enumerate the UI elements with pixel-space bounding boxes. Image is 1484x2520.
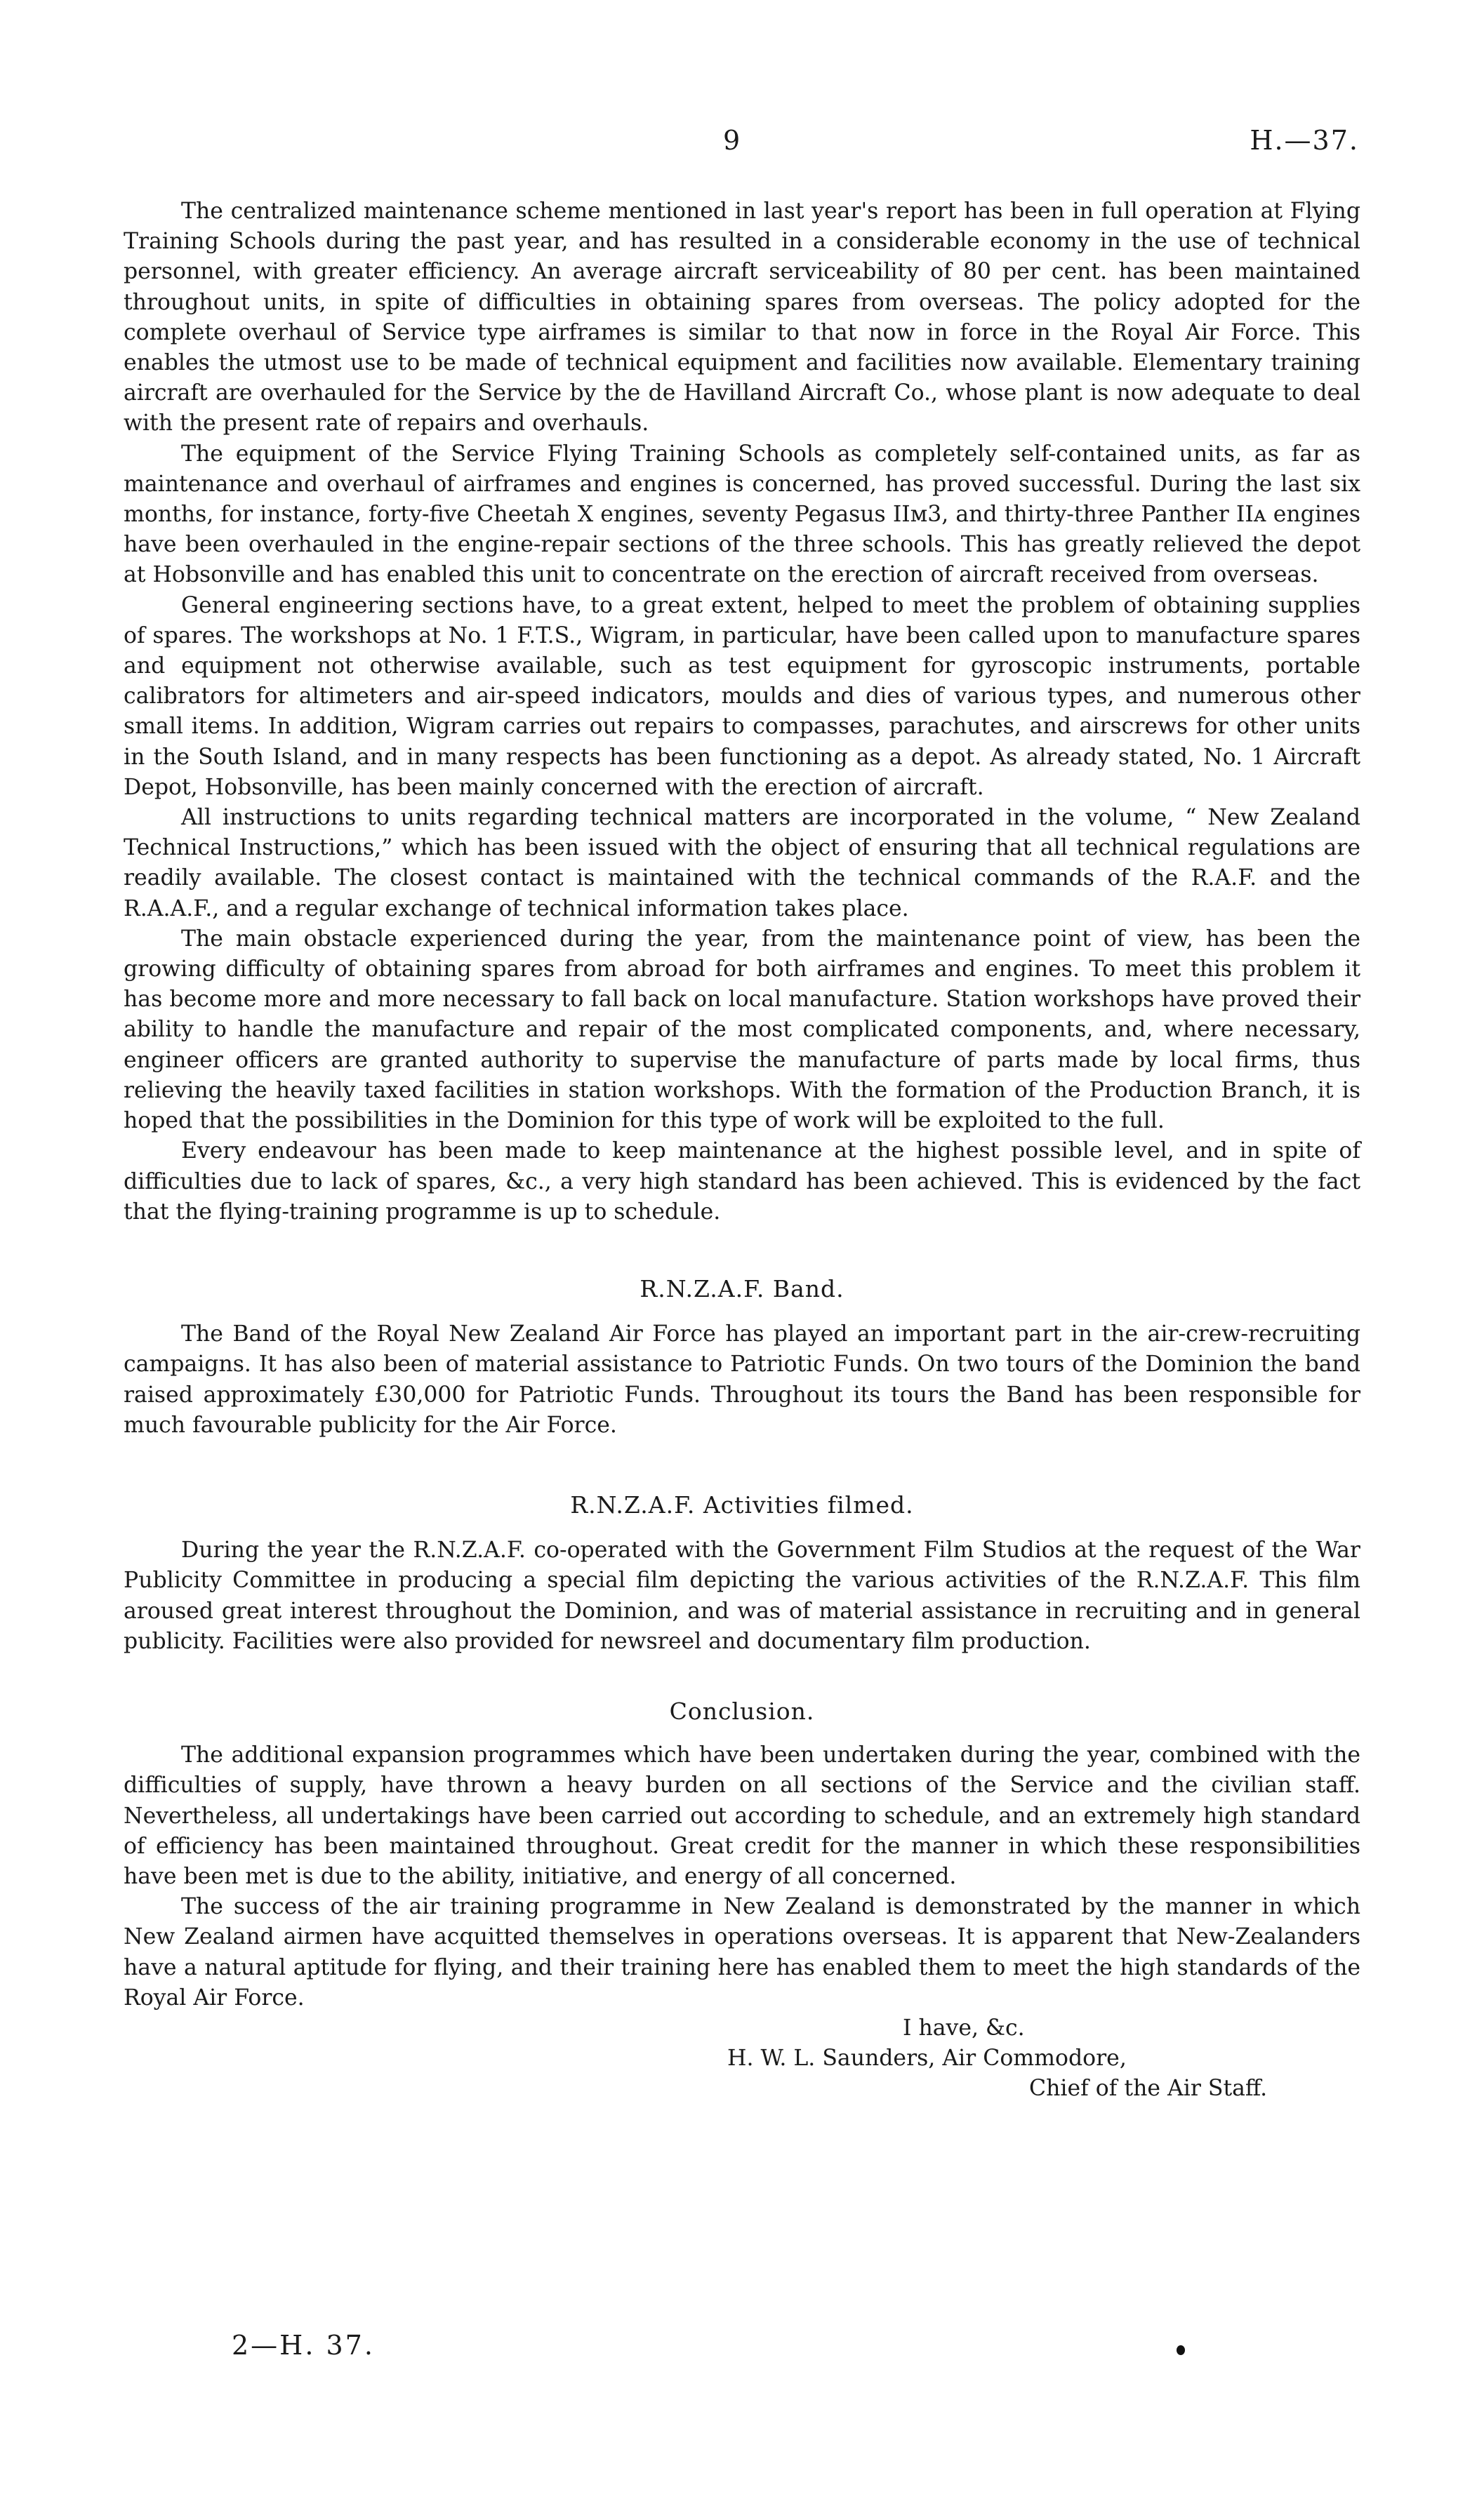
closing-salutation: I have, &c. [903,2015,1025,2041]
paragraph-band: The Band of the Royal New Zealand Air Force has played an important part in the air-crew-recruiting campaigns. It has also been of material assistance to Patriotic Funds. On two tours of the Dominion the band raised approximately £30,000 for Patriotic Funds. Throughout its tours the Band has been responsible for much favourable publicity for the Air Force. [124,1321,1360,1438]
paragraph-equipment-sfts: The equipment of the Service Flying Training Schools as completely self-contained units, as far as maintenance and overhaul of airframes and engines is concerned, has proved successful. During the last six months, for instance, forty-five Cheetah X engines, seventy Pegasus IIᴍ3, and thirty-three Panther IIᴀ engines have been overhauled in the engine-repair sections of the three schools. This has greatly relieved the depot at Hobsonville and has enabled this unit to concentrate on the erection of aircraft received from overseas. [124,441,1360,588]
section-heading-activities-filmed: R.N.Z.A.F. Activities filmed. [570,1491,914,1519]
document-reference: H.—37. [1250,125,1359,156]
paragraph-conclusion-2: The success of the air training programme in New Zealand is demonstrated by the manner in which New Zealand airmen have acquitted themselves in operations overseas. It is apparent that New-Zealanders have a natural aptitude for flying, and their training here has enabled them to meet the high standards of the Royal Air Force. [124,1894,1360,2011]
paragraph-main-obstacle: The main obstacle experienced during the year, from the maintenance point of view, has been the growing difficulty of obtaining spares from abroad for both airframes and engines. To meet this problem it has become more and more necessary to fall back on local manufacture. Station workshops have proved their ability to handle the manufacture and repair of the most complicated components, and, where necessary, engineer officers are granted authority to supervise the manufacture of parts made by local firms, thus relieving the heavily taxed facilities in station workshops. With the formation of the Production Branch, it is hoped that the possibilities in the Dominion for this type of work will be exploited to the full. [124,926,1360,1134]
paragraph-maintenance-scheme: The centralized maintenance scheme mentioned in last year's report has been in full operation at Flying Training Schools during the past year, and has resulted in a considerable economy in the use of technical personnel, with greater efficiency. An average aircraft serviceability of 80 per cent. has been maintained throughout units, in spite of difficulties in obtaining spares from overseas. The policy adopted for the complete overhaul of Service type airframes is similar to that now in force in the Royal Air Force. This enables the utmost use to be made of technical equipment and facilities now available. Elementary training aircraft are overhauled for the Service by the de Havilland Aircraft Co., whose plant is now adequate to deal with the present rate of repairs and overhauls. [124,199,1360,436]
body-text [124,196,1360,2105]
paragraph-every-endeavour: Every endeavour has been made to keep maintenance at the highest possible level, and in spite of difficulties due to lack of spares, &c., a very high standard has been achieved. This is evidenced by the fact that the flying-training programme is up to schedule. [124,1138,1360,1225]
paragraph-activities-filmed: During the year the R.N.Z.A.F. co-operated with the Government Film Studios at the request of the War Publicity Committee in producing a special film depicting the various activities of the R.N.Z.A.F. This film aroused great interest throughout the Dominion, and was of material assistance in recruiting and in general publicity. Facilities were also provided for newsreel and documentary film production. [124,1538,1360,1654]
page-header [0,125,1484,167]
paragraph-engineering-sections: General engineering sections have, to a great extent, helped to meet the problem of obtaining supplies of spares. The workshops at No. 1 F.T.S., Wigram, in particular, have been called upon to manufacture spares and equipment not otherwise available, such as test equipment for gyroscopic instruments, portable calibrators for altimeters and air-speed indicators, moulds and dies of various types, and numerous other small items. In addition, Wigram carries out repairs to compasses, parachutes, and airscrews for other units in the South Island, and in many respects has been functioning as a depot. As already stated, No. 1 Aircraft Depot, Hobsonville, has been mainly concerned with the erection of aircraft. [124,592,1360,800]
ink-dot [1177,2345,1185,2355]
closing-title: Chief of the Air Staff. [1029,2076,1268,2102]
section-heading-conclusion: Conclusion. [669,1697,815,1725]
page-number: 9 [723,125,741,156]
paragraph-technical-instructions: All instructions to units regarding technical matters are incorporated in the volume, “ New Zealand Technical Instructions,” which has been issued with the object of ensuring that all technical regulations are readily available. The closest contact is maintained with the technical commands of the R.A.F. and the R.A.A.F., and a regular exchange of technical information takes place. [124,805,1360,921]
section-heading-band: R.N.Z.A.F. Band. [640,1274,844,1302]
footer-reference: 2—H. 37. [232,2330,375,2361]
paragraph-conclusion-1: The additional expansion programmes which have been undertaken during the year, combined with the difficulties of supply, have thrown a heavy burden on all sections of the Service and the civilian staff. Nevertheless, all undertakings have been carried out according to schedule, and an extremely high standard of efficiency has been maintained throughout. Great credit for the manner in which these responsibilities have been met is due to the ability, initiative, and energy of all concerned. [124,1742,1360,1889]
closing-signature: H. W. L. Saunders, Air Commodore, [727,2046,1127,2072]
